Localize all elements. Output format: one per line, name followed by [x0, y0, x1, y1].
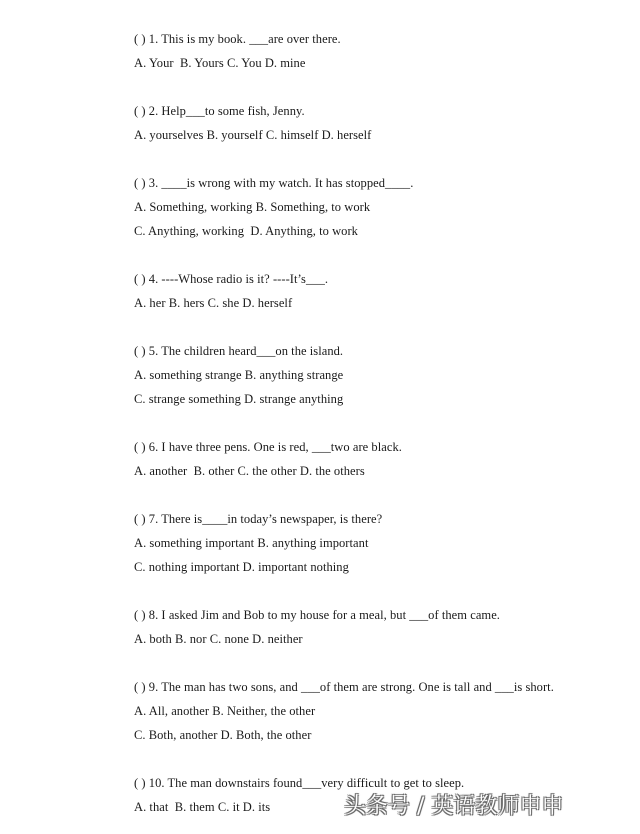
- question-3-options-line-1: A. Something, working B. Something, to work: [134, 200, 371, 214]
- question-7-options-line-2: C. nothing important D. important nothing: [134, 560, 349, 574]
- question-10-stem: ( ) 10. The man downstairs found___very difficult to get to sleep.: [134, 776, 465, 790]
- watermark-text: 头条号 / 英语教师申申: [344, 794, 564, 819]
- question-1-options-line-1: A. Your B. Yours C. You D. mine: [134, 56, 306, 70]
- question-5-options-line-1: A. something strange B. anything strange: [134, 368, 344, 382]
- question-5-stem: ( ) 5. The children heard___on the island.: [134, 344, 344, 358]
- question-8-options-line-1: A. both B. nor C. none D. neither: [134, 632, 303, 646]
- question-2-stem: ( ) 2. Help___to some fish, Jenny.: [134, 104, 305, 118]
- question-7-options-line-1: A. something important B. anything important: [134, 536, 369, 550]
- question-2-options-line-1: A. yourselves B. yourself C. himself D. herself: [134, 128, 372, 142]
- question-5-options-line-2: C. strange something D. strange anything: [134, 392, 344, 406]
- question-6-stem: ( ) 6. I have three pens. One is red, ___two are black.: [134, 440, 402, 454]
- question-8-stem: ( ) 8. I asked Jim and Bob to my house for a meal, but ___of them came.: [134, 608, 500, 622]
- question-1-stem: ( ) 1. This is my book. ___are over there.: [134, 32, 341, 46]
- question-9-options-line-1: A. All, another B. Neither, the other: [134, 704, 316, 718]
- question-3-options-line-2: C. Anything, working D. Anything, to work: [134, 224, 358, 238]
- question-9-stem: ( ) 9. The man has two sons, and ___of them are strong. One is tall and ___is short.: [134, 680, 554, 694]
- question-3-stem: ( ) 3. ____is wrong with my watch. It has stopped____.: [134, 176, 414, 190]
- question-4-stem: ( ) 4. ----Whose radio is it? ----It’s___.: [134, 272, 329, 286]
- question-9-options-line-2: C. Both, another D. Both, the other: [134, 728, 312, 742]
- question-10-options-line-1: A. that B. them C. it D. its: [134, 800, 271, 814]
- question-7-stem: ( ) 7. There is____in today’s newspaper, is there?: [134, 512, 383, 526]
- question-4-options-line-1: A. her B. hers C. she D. herself: [134, 296, 293, 310]
- question-6-options-line-1: A. another B. other C. the other D. the others: [134, 464, 365, 478]
